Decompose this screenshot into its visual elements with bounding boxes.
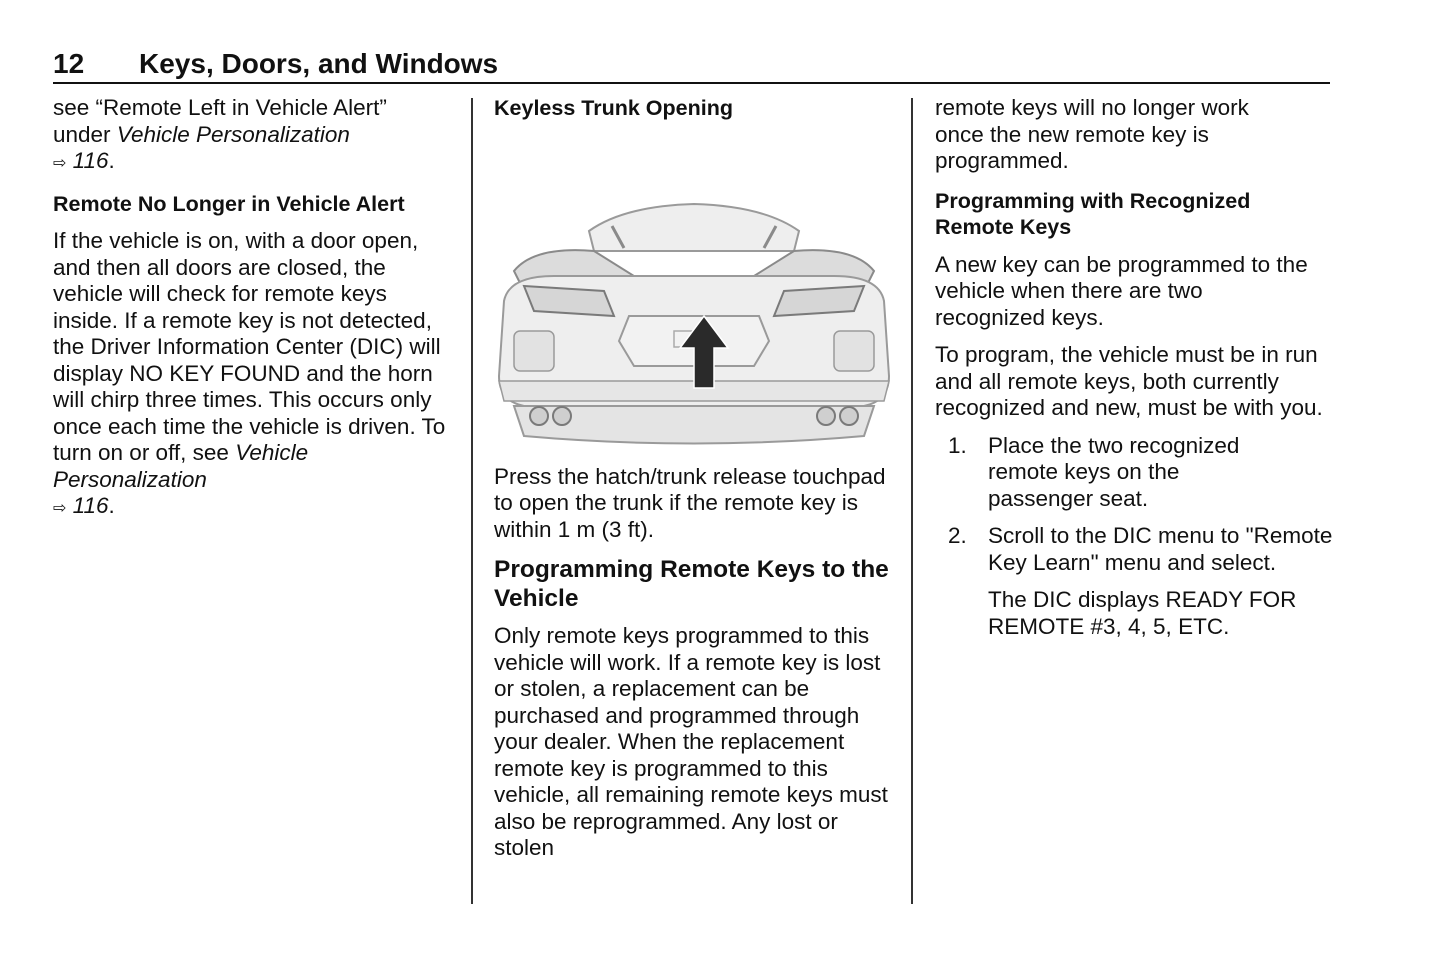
column-divider <box>911 98 913 904</box>
column-divider <box>471 98 473 904</box>
section-title: Keys, Doors, and Windows <box>139 48 499 79</box>
subsection-heading: Keyless Trunk Opening <box>494 96 733 120</box>
body-paragraph: To program, the vehicle must be in run and all remote keys, both currently recognized and new, must be with you. <box>935 342 1323 420</box>
subsection-heading: Remote No Longer in Vehicle Alert <box>53 191 405 216</box>
page-reference[interactable]: 116 <box>66 148 109 173</box>
text: under <box>53 121 117 147</box>
page-reference-arrow-icon: ⇨ <box>53 155 67 172</box>
step-number: 1. <box>948 432 967 458</box>
body-paragraph: Press the hatch/trunk release touchpad to open the trunk if the remote key is within 1 m (3 ft). <box>494 463 886 542</box>
body-paragraph: A new key can be programmed to the vehicle when there are two recognized keys. <box>935 251 1308 330</box>
trunk-release-illustration <box>494 126 894 456</box>
list-item <box>935 433 1335 513</box>
vehicle-rear-icon <box>494 126 894 466</box>
column-2 <box>494 95 894 862</box>
text: If the vehicle is on, with a door open, and then all doors are closed, the vehicle will check for remote keys inside. If a remote key is not detected, the Driver Information Center (DIC) will display NO KEY FOUND and the horn will chirp three times. This occurs only once each time the vehicle is driven. To turn on or off, see <box>53 228 446 465</box>
column-3 <box>935 95 1335 640</box>
continued-paragraph: remote keys will no longer work once the new remote key is programmed. <box>935 95 1249 173</box>
text: . <box>108 493 115 518</box>
cross-reference-link[interactable]: Vehicle Personalization <box>116 121 350 147</box>
column-1 <box>53 95 453 523</box>
body-paragraph: Only remote keys programmed to this vehicle will work. If a remote key is lost or stolen, a replacement can be purchased and programmed through your dealer. When the replacement remote key is programmed to this vehicle, all remaining remote keys must also be reprogrammed. Any lost or stolen <box>494 623 888 860</box>
section-heading: Programming Remote Keys to the Vehicle <box>494 556 889 612</box>
cross-reference-link[interactable]: Vehicle Personalization <box>53 440 309 492</box>
page-number: 12 <box>53 48 85 79</box>
page-reference-arrow-icon: ⇨ <box>53 500 67 517</box>
text: . <box>108 148 115 173</box>
step-text: Place the two recognized remote keys on the passenger seat. <box>988 432 1240 511</box>
page-reference[interactable]: 116 <box>66 493 109 518</box>
body-paragraph <box>53 228 448 523</box>
list-item <box>935 523 1335 576</box>
page-header <box>53 46 1330 84</box>
step-number: 2. <box>948 523 967 548</box>
continued-paragraph <box>53 95 453 178</box>
text: see “Remote Left in Vehicle Alert” <box>53 95 387 120</box>
step-note: The DIC displays READY FOR REMOTE #3, 4, 5, ETC. <box>988 587 1297 639</box>
step-text: Scroll to the DIC menu to "Remote Key Learn" menu and select. <box>988 523 1333 575</box>
subsection-heading: Programming with Recognized Remote Keys <box>935 188 1251 239</box>
